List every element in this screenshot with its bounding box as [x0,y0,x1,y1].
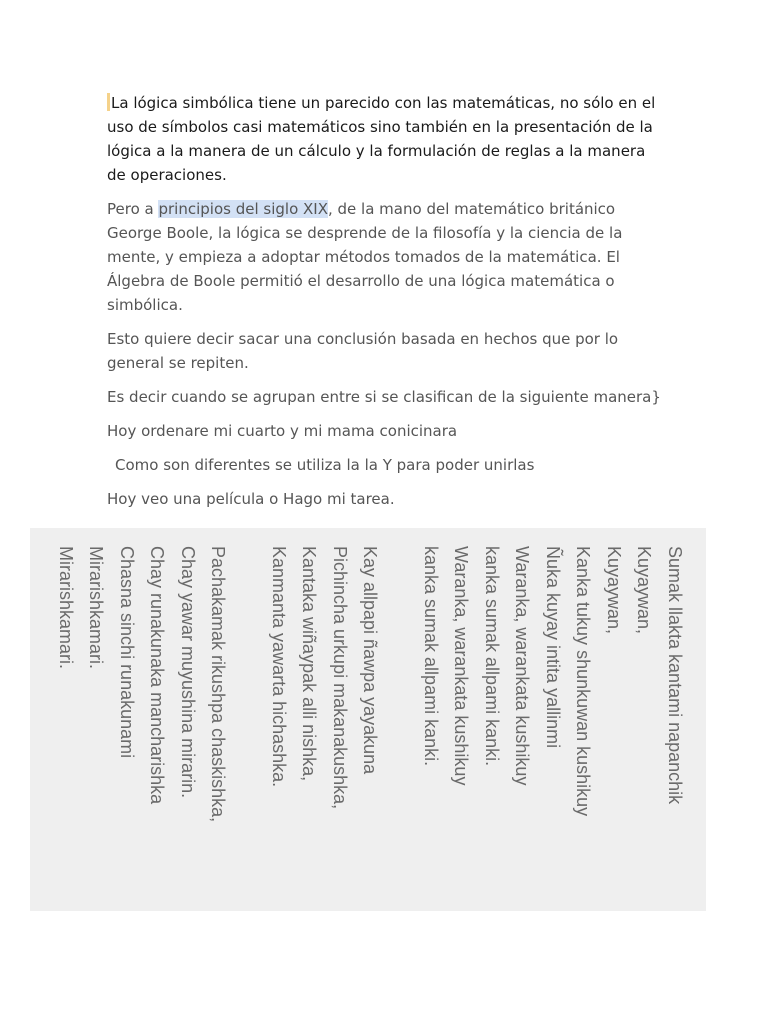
poem-line: kanka sumak allpami kanki. [421,546,441,767]
paragraph-6[interactable]: Como son diferentes se utiliza la la Y para poder unirlas [115,456,535,474]
poem-rotated-content [30,528,706,911]
poem-stanza-2 [264,546,386,911]
paragraph-7[interactable]: Hoy veo una película o Hago mi tarea. [107,490,395,508]
poem-line: Chasna sinchi runakunami [117,546,137,759]
poem-line: Pichincha urkupi makanakushka, [330,546,350,810]
poem-line: Kanka tukuy shunkuwan kushikuy [573,546,594,817]
paragraph-4[interactable]: Es decir cuando se agrupan entre si se clasifican de la siguiente manera} [107,388,661,406]
poem-line: Kuyaywan, [604,546,624,635]
poem-line: Pachakamak rikushpa chaskishka, [208,546,229,823]
text-cursor-marker [107,93,110,111]
poem-line: Kuyaywan, [634,546,655,635]
paragraph-2-after: , de la mano del matemático británico George Boole, la lógica se desprende de la filosofía y la ciencia de la mente, y empieza a adoptar métodos tomados de la matemática. El Álgebra de Boole permitió el desarrollo de una lógica matemática o simbólica. [107,200,623,314]
paragraph-5[interactable]: Hoy ordenare mi cuarto y mi mama conicinara [107,422,458,440]
highlighted-selection[interactable]: principios del siglo XIX [158,200,328,218]
paragraph-3[interactable]: Esto quiere decir sacar una conclusión basada en hechos que por lo general se repiten. [107,330,619,372]
paragraph-2[interactable] [107,197,667,317]
poem-line: Ñuka kuyay intita yallinmi [543,546,563,749]
poem-line: Waranka, warankata kushikuy [451,546,472,786]
document-body [107,91,667,521]
poem-line: Kay allpapi ñawpa yayakuna [360,546,381,775]
rotated-poem-image [30,528,706,911]
poem-line: Mirarishkamari. [86,546,107,670]
poem-line: Kantaka wiñaypak alli nishka, [299,546,320,782]
paragraph-1[interactable] [107,91,667,187]
poem-text [51,528,707,911]
paragraph-2-before: Pero a [107,200,159,218]
poem-line: Mirarishkamari. [56,546,76,670]
poem-line: Chay yawar muyushina mirarin. [178,546,198,799]
poem-line: kanka sumak allpami kanki. [482,546,502,767]
poem-line: Sumak llakta kantami napanchik [665,546,685,805]
paragraph-1-text: La lógica simbólica tiene un parecido con las matemáticas, no sólo en el uso de símbolos casi matemáticos sino también en la presentación de la lógica a la manera de un cálculo y la formulación de reglas a la manera de operaciones. [107,94,656,184]
poem-stanza-3 [51,546,234,911]
poem-line: Chay runakunaka mancharishka [147,546,168,805]
poem-stanza-1 [416,546,691,911]
poem-line: Waranka, warankata kushikuy [512,546,533,786]
poem-line: Kanmanta yawarta hichashka. [269,546,289,788]
